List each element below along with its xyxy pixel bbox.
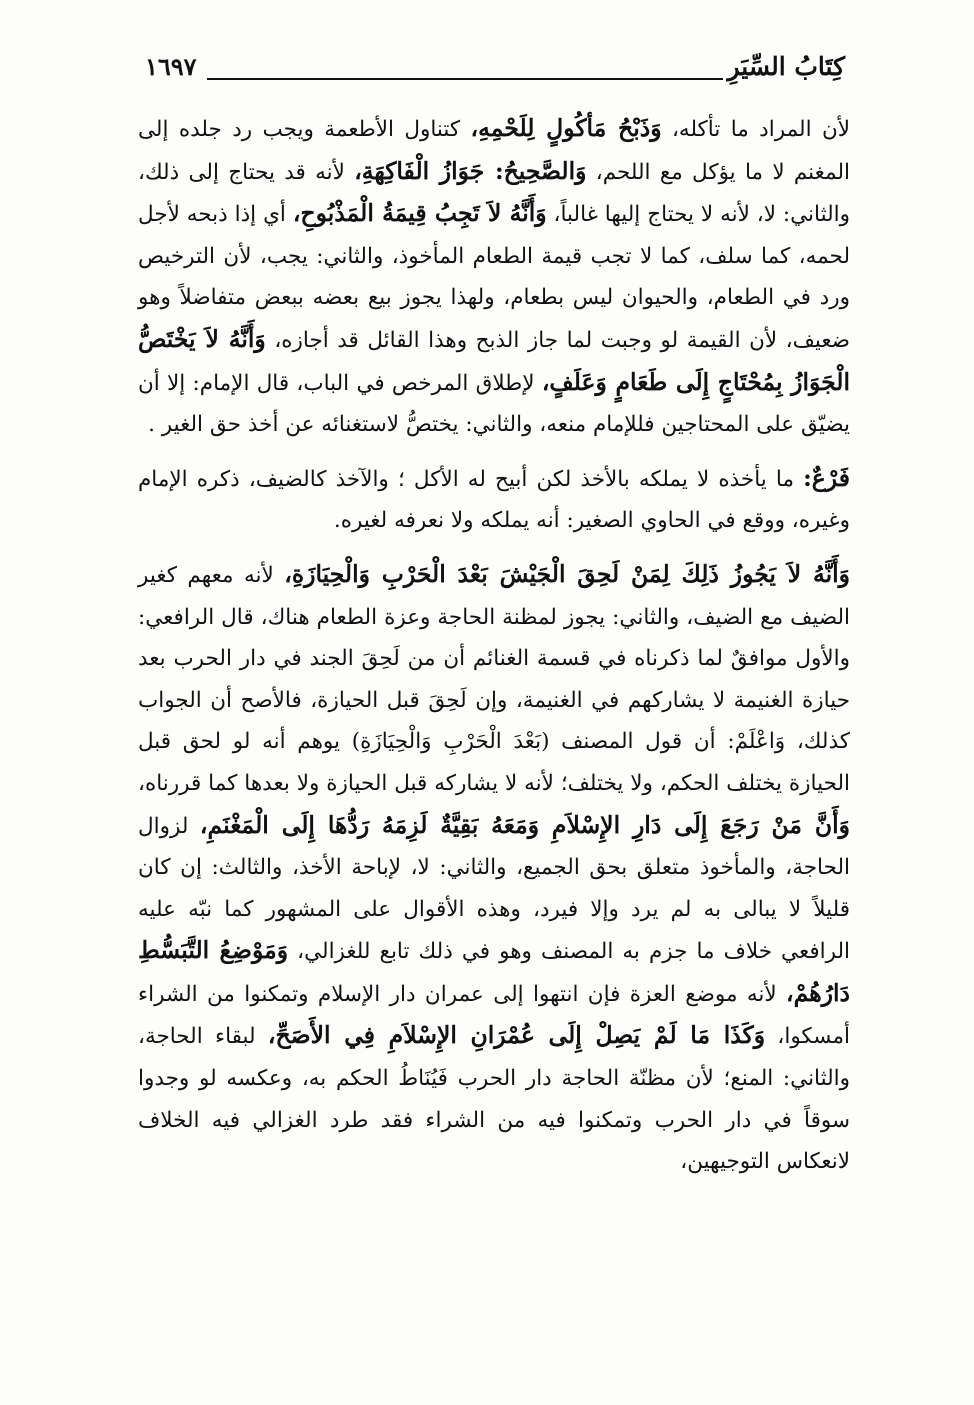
matn-text: فَرْعٌ:: [803, 463, 850, 492]
commentary-text: لأن المراد ما تأكله،: [661, 117, 850, 142]
page-number: ١٦٩٧: [145, 52, 197, 81]
commentary-text: أي إذا ذبحه لأجل لحمه، كما سلف، كما لا تجب قيمة الطعام المأخوذ، والثاني: يجب، لأن الترخيص ورد في الطعام، والحيوان ليس بطعام، ولهذا يجوز بيع بعضه ببعض متفاضلاً وهو ضعيف، لأن القيمة لو وجبت لما جاز الذبح وهذا القائل قد أجازه،: [138, 202, 850, 353]
commentary-text: لأنه معهم كغير الضيف مع الضيف، والثاني: يجوز لمظنة الحاجة وعزة الطعام هناك، قال الرافعي: والأول موافقٌ لما ذكرناه في قسمة الغنائم أن من لَحِقَ الجند في دار الحرب بعد حيازة الغنيمة لا يشاركهم في الغنيمة، وإن لَحِقَ قبل الحيازة، فالأصح أن الجواب كذلك، وَاعْلَمْ: أن قول المصنف (بَعْدَ الْحَرْبِ وَالْحِيَازَةِ) يوهم أنه لو لحق قبل الحيازة يختلف الحكم، ولا يختلف؛ لأنه لا يشاركه قبل الحيازة ولا بعدها كما قررناه،: [138, 562, 850, 796]
body-text: [138, 108, 850, 1183]
header-rule: [207, 78, 723, 80]
matn-text: وَذَبْحُ مَأكُولٍ لِلَحْمِهِ،: [470, 114, 662, 142]
commentary-text: كتناول الأطعمة ويجب رد جلده إلى المغنم لا ما يؤكل مع اللحم،: [138, 117, 850, 185]
matn-text: وَالصَّحِيحُ: جَوَازُ الْفَاكِهَةِ،: [354, 156, 587, 185]
paragraph: [138, 108, 850, 446]
running-title: كِتَابُ السِّيَرِ: [727, 52, 845, 81]
matn-text: وَأَنَّهُ لاَ يَجُوزُ ذَلِكَ لِمَنْ لَحِقَ الْجَيْشَ بَعْدَ الْحَرْبِ وَالْحِيَازَةِ،: [284, 559, 850, 588]
matn-text: وَمَوْضِعُ التَّبَسُّطِ دَارُهُمْ،: [138, 936, 850, 1007]
commentary-text: لزوال الحاجة، والمأخوذ متعلق بحق الجميع، والثاني: لا، لإباحة الأخذ، والثالث: إن كان قليلاً لا يبالى به لم يرد وإلا فيرد، وهذه الأقوال على المشهور كما نبّه عليه الرافعي خلاف ما جزم به المصنف وهو في ذلك تابع للغزالي،: [138, 813, 850, 965]
commentary-text: لأنه قد يحتاج إلى ذلك، والثاني: لا، لأنه لا يحتاج إليها غالباً،: [138, 159, 850, 228]
page-header: [145, 52, 845, 90]
commentary-text: ما يأخذه لا يملكه بالأخذ لكن أبيح له الأكل ؛ والآخذ كالضيف، ذكره الإمام وغيره، ووقع في الحاوي الصغير: أنه يملكه ولا نعرفه لغيره.: [138, 466, 850, 534]
paragraph: [138, 554, 850, 1183]
matn-text: وَأَنَّ مَنْ رَجَعَ إِلَى دَارِ الإِسْلاَمِ وَمَعَهُ بَقِيَّةٌ لَزِمَهُ رَدُّهَا إِلَى الْمَغْنَمِ،: [199, 810, 850, 839]
commentary-text: لأنه موضع العزة فإن انتهوا إلى عمران دار الإسلام وتمكنوا من الشراء أمسكوا،: [138, 981, 850, 1050]
matn-text: وَكَذَا مَا لَمْ يَصِلْ إِلَى عُمْرَانِ الإِسْلاَمِ فِي الأَصَحِّ،: [267, 1021, 766, 1050]
matn-text: وَأَنَّهُ لاَ يَخْتَصُّ الْجَوَازُ بِمُحْتَاجٍ إِلَى طَعَامٍ وَعَلَفٍ،: [138, 324, 850, 396]
commentary-text: لبقاء الحاجة، والثاني: المنع؛ لأن مظنّة الحاجة دار الحرب فَيُنَاطُ الحكم به، وعكسه لو وجدوا سوقاً في دار الحرب وتمكنوا فيه من الشراء فقد طرد الغزالي فيه الخلاف لانعكاس التوجيهين،: [138, 1024, 850, 1175]
commentary-text: لإطلاق المرخص في الباب، قال الإمام: إلا أن يضيّق على المحتاجين فللإمام منعه، والثاني: يختصُّ لاستغنائه عن أخذ حق الغير .: [138, 370, 850, 438]
paragraph: [138, 458, 850, 542]
matn-text: وَأَنَّهُ لاَ تَجِبُ قِيمَةُ الْمَذْبُوحِ،: [292, 199, 547, 228]
